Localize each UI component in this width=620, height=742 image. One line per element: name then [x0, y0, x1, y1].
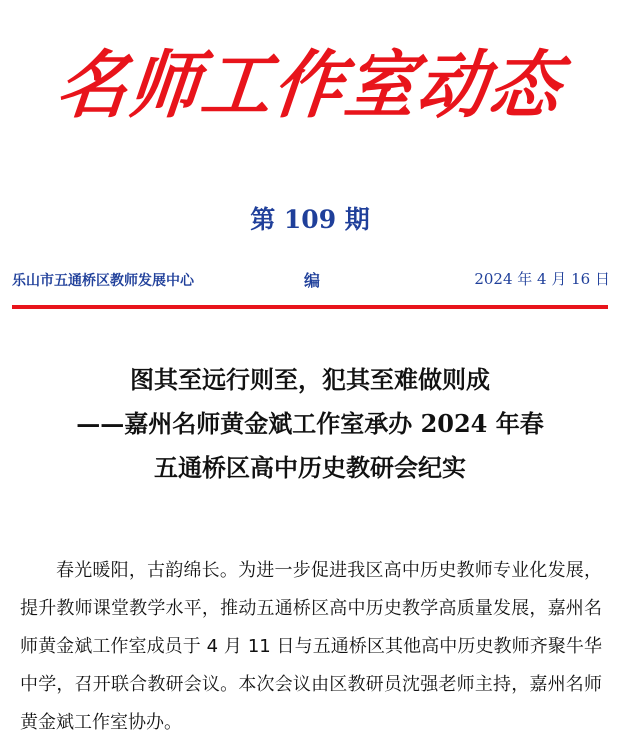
headline-subtitle: ——嘉州名师黄金斌工作室承办 2024 年春: [76, 409, 544, 438]
editor-organization: 乐山市五通桥区教师发展中心: [12, 273, 194, 289]
article-paragraph: 春光暖阳，古韵绵长。为进一步促进我区高中历史教师专业化发展，提升教师课堂教学水平，推动五通桥区高中历史教学高质量发展，嘉州名师黄金斌工作室成员于 4 月 11 日与五通桥区其他高中历史教师齐聚牛华中学，召开联合教研会议。本次会议由区教研员沈强老师主持，嘉州名师黄金斌工作室协办。: [20, 560, 602, 733]
editor-mark: 编: [304, 271, 321, 290]
issue-number: 第 109 期: [250, 205, 370, 234]
masthead: [18, 24, 602, 134]
publication-date: 2024 年 4 月 16 日: [474, 270, 610, 288]
article-headline: [10, 358, 610, 490]
editor-info-row: [12, 266, 610, 290]
headline-subtitle-continued: 五通桥区高中历史教研会纪实: [154, 453, 466, 482]
red-divider: [12, 305, 608, 309]
masthead-title: 名师工作室动态: [52, 41, 566, 128]
headline-title: 图其至远行则至，犯其至难做则成: [130, 365, 490, 394]
